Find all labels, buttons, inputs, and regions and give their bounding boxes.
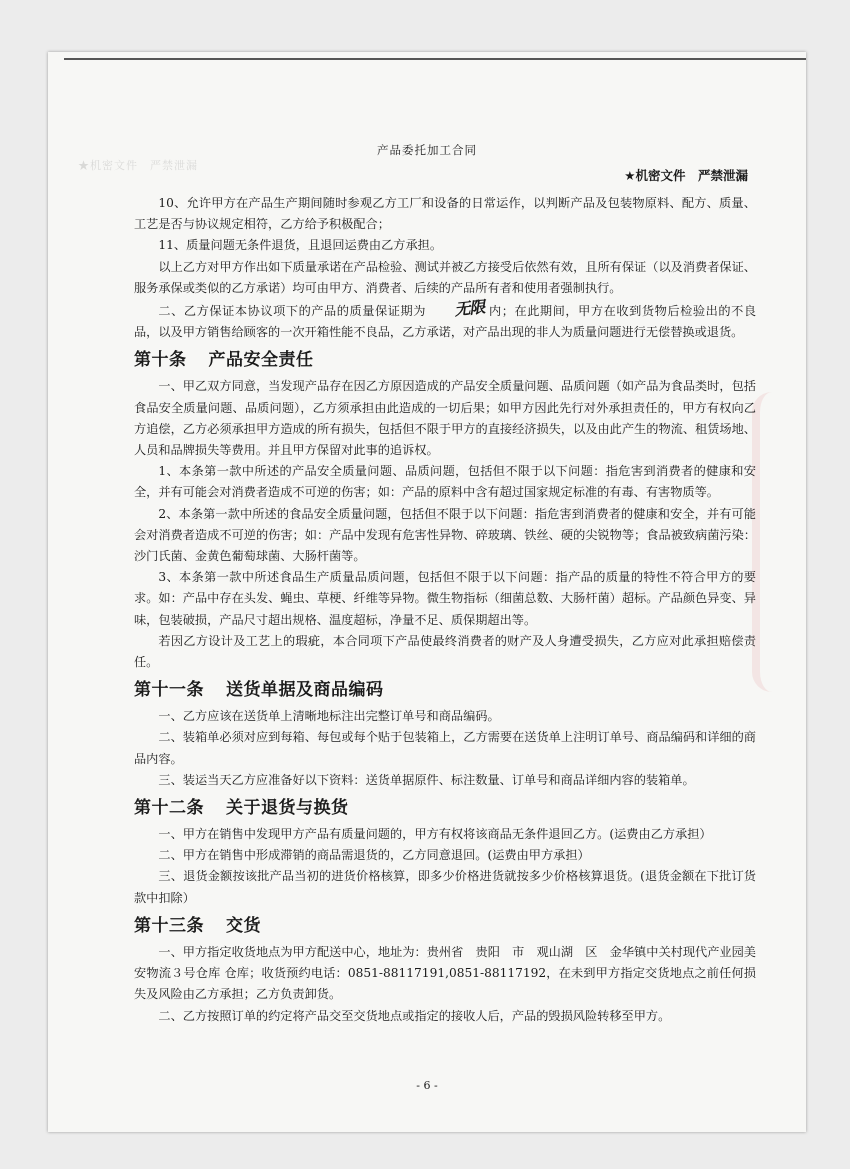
paragraph: 一、乙方应该在送货单上清晰地标注出完整订单号和商品编码。 [158, 709, 500, 724]
section-title: 关于退货与换货 [226, 798, 349, 819]
section-heading [134, 913, 756, 939]
paragraph: 一、甲方指定收货地点为甲方配送中心，地址为：贵州省 贵阳 市 观山湖 区 金华镇中关村现代产业园美安物流３号仓库 仓库；收货预约电话：0851-88117191,0851-88117192，在未到甲方指定交货地点之前任何损失及风险由乙方承担；乙方负责卸货。 [134, 944, 756, 1002]
contract-body [134, 193, 756, 1027]
clause-11: 11、质量问题无条件退货，且退回运费由乙方承担。 [158, 238, 443, 253]
warranty-period [134, 299, 756, 343]
section-heading [134, 677, 756, 703]
warranty-text-end: 内；在此期间，甲方在收到货物后检验出的不良品，以及甲方销售给顾客的一次开箱性能不良品，乙方承诺，对产品出现的非人为质量问题进行无偿替换或退货。 [134, 304, 757, 340]
clause-10: 10、允许甲方在产品生产期间随时参观乙方工厂和设备的日常运作，以判断产品及包装物原料、配方、质量、工艺是否与协议规定相符，乙方给予积极配合； [134, 196, 756, 232]
document-page [48, 52, 806, 1132]
paragraph: 1、本条第一款中所述的产品安全质量问题、品质问题，包括但不限于以下问题：指危害到消费者的健康和安全，并有可能会对消费者造成不可逆的伤害；如：产品的原料中含有超过国家规定标准的有毒、有害物质等。 [134, 464, 756, 500]
paragraph: 二、装箱单必须对应到每箱、每包或每个贴于包装箱上，乙方需要在送货单上注明订单号、商品编码和详细的商品内容。 [134, 730, 756, 766]
section-number: 第十二条 [134, 798, 204, 819]
paragraph: 2、本条第一款中所述的食品安全质量问题，包括但不限于以下问题：指危害到消费者的健康和安全，并有可能会对消费者造成不可逆的伤害；如：产品中发现有危害性异物、碎玻璃、铁丝、硬的尖锐物等；食品被致病菌污染：沙门氏菌、金黄色葡萄球菌、大肠杆菌等。 [134, 506, 756, 564]
paragraph: 二、甲方在销售中形成滞销的商品需退货的，乙方同意退回。(运费由甲方承担） [158, 848, 590, 863]
handwritten-warranty-term: 无限 [453, 297, 486, 320]
paragraph: 一、甲乙双方同意，当发现产品存在因乙方原因造成的产品安全质量问题、品质问题（如产品为食品类时，包括食品安全质量问题、品质问题），乙方须承担由此造成的一切后果；如甲方因此先行对外承担责任的，甲方有权向乙方追偿，乙方必须承担甲方造成的所有损失，包括但不限于甲方的直接经济损失，以及由此产生的物流、租赁场地、人员和品牌损失等费用。并且甲方保留对此事的追诉权。 [134, 379, 756, 458]
faint-stamp-mark [752, 392, 800, 692]
section-number: 第十三条 [134, 915, 204, 936]
section-heading [134, 347, 756, 373]
quality-commitment: 以上乙方对甲方作出如下质量承诺在产品检验、测试并被乙方接受后依然有效，且所有保证（以及消费者保证、服务承保或类似的乙方承诺）均可由甲方、消费者、后续的产品所有者和使用者强制执行。 [134, 259, 756, 295]
document-title: 产品委托加工合同 [377, 143, 477, 157]
section-title: 交货 [226, 915, 261, 936]
paragraph: 二、乙方按照订单的约定将产品交至交货地点或指定的接收人后，产品的毁损风险转移至甲方。 [158, 1008, 671, 1023]
bleed-through-text: ★机密文件 严禁泄漏 [78, 159, 198, 172]
paragraph: 3、本条第一款中所述食品生产质量品质问题，包括但不限于以下问题：指产品的质量的特性不符合甲方的要求。如：产品中存在头发、蝇虫、草梗、纤维等异物。微生物指标（细菌总数、大肠杆菌）超标。产品颜色异变、异味，包装破损，产品尺寸超出规格、温度超标，净量不足、质保期超出等。 [134, 570, 756, 627]
section-heading [134, 795, 756, 821]
top-rule [64, 58, 806, 60]
confidential-mark: ★机密文件 严禁泄漏 [624, 168, 748, 183]
paragraph: 三、装运当天乙方应准备好以下资料：送货单据原件、标注数量、订单号和商品详细内容的装箱单。 [158, 772, 695, 787]
paragraph: 若因乙方设计及工艺上的瑕疵，本合同项下产品使最终消费者的财产及人身遭受损失，乙方应对此承担赔偿责任。 [134, 633, 756, 670]
paragraph: 三、退货金额按该批产品当初的进货价格核算，即多少价格进货就按多少价格核算退货。(退货金额在下批订货款中扣除） [134, 869, 756, 905]
section-number: 第十条 [134, 350, 187, 371]
section-number: 第十一条 [134, 680, 204, 701]
section-title: 送货单据及商品编码 [226, 680, 384, 701]
page-number: - 6 - [416, 1079, 438, 1092]
warranty-text-start: 二、乙方保证本协议项下的产品的质量保证期为 [158, 304, 426, 319]
paragraph: 一、甲方在销售中发现甲方产品有质量问题的，甲方有权将该商品无条件退回乙方。(运费由乙方承担） [158, 827, 712, 842]
section-title: 产品安全责任 [208, 350, 314, 371]
